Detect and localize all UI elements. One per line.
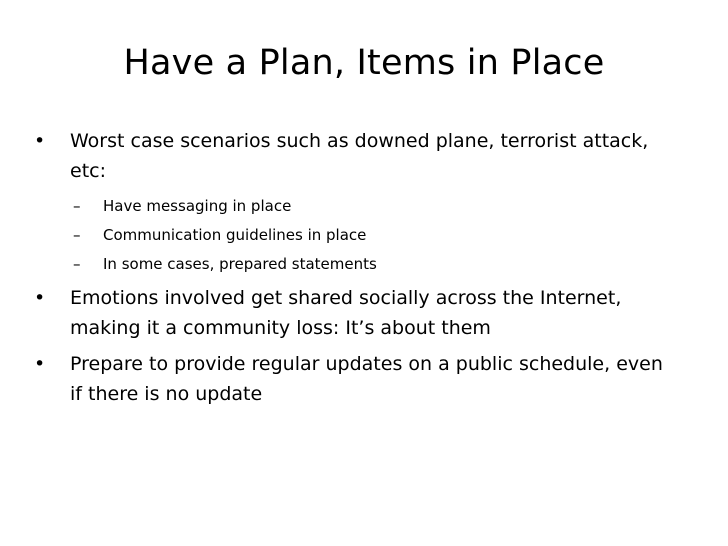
bullet-marker: • — [34, 353, 46, 375]
bullet-item — [28, 126, 698, 186]
dash-marker: – — [73, 226, 81, 244]
sub-bullet-text: Communication guidelines in place — [103, 226, 367, 244]
bullet-list — [28, 126, 698, 415]
sub-bullet-text: In some cases, prepared statements — [103, 255, 377, 273]
sub-bullet-item — [28, 192, 698, 221]
bullet-line: etc: — [70, 160, 106, 182]
sub-bullet-item — [28, 250, 698, 279]
bullet-line: making it a community loss: It’s about them — [70, 317, 491, 339]
bullet-line: Worst case scenarios such as downed plane, terrorist attack, — [70, 130, 649, 152]
bullet-marker: • — [34, 130, 46, 152]
slide-title: Have a Plan, Items in Place — [123, 43, 605, 83]
dash-marker: – — [73, 197, 81, 215]
bullet-line: Prepare to provide regular updates on a public schedule, even — [70, 353, 663, 375]
sub-bullet-text: Have messaging in place — [103, 197, 292, 215]
sub-bullet-list — [28, 192, 698, 279]
bullet-item — [28, 283, 698, 343]
bullet-marker: • — [34, 287, 46, 309]
sub-bullet-item — [28, 221, 698, 250]
bullet-line: if there is no update — [70, 383, 263, 405]
dash-marker: – — [73, 255, 81, 273]
bullet-item — [28, 349, 698, 409]
bullet-line: Emotions involved get shared socially across the Internet, — [70, 287, 622, 309]
